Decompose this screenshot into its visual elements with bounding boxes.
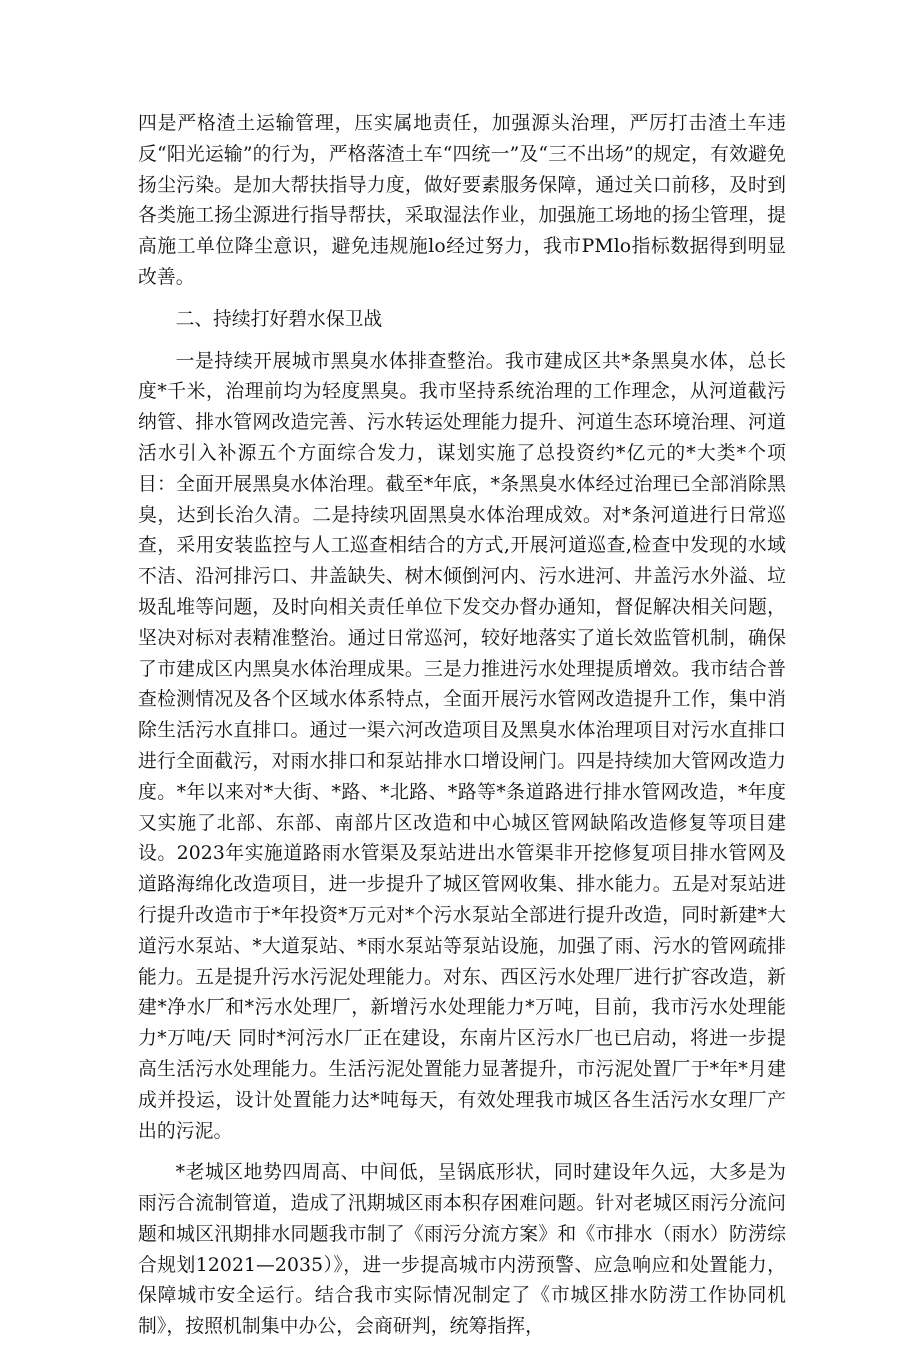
paragraph-black-odorous-water-treatment: 一是持续开展城市黑臭水体排查整治。我市建成区共*条黑臭水体，总长度*千米，治理前均为轻度黑臭。我市坚持系统治理的工作理念，从河道截污纳管、排水管网改造完善、污水转运处理能力提升、河道生态环境治理、河道活水引入补源五个方面综合发力，谋划实施了总投资约*亿元的*大类*个项目：全面开展黑臭水体治理。截至*年底，*条黑臭水体经过治理已全部消除黑臭，达到长治久清。二是持续巩固黑臭水体治理成效。对*条河道进行日常巡查，采用安装监控与人工巡查相结合的方式,开展河道巡查,检查中发现的水域不洁、沿河排污口、井盖缺失、树木倾倒河内、污水进河、井盖污水外溢、垃圾乱堆等问题，及时向相关责任单位下发交办督办通知，督促解决相关问题，坚决对标对表精准整治。通过日常巡河，较好地落实了道长效监管机制，确保了市建成区内黑臭水体治理成果。三是力推进污水处理提质增效。我市结合普查检测情况及各个区域水体系特点，全面开展污水管网改造提升工作，集中消除生活污水直排口。通过一渠六河改造项目及黑臭水体治理项目对污水直排口进行全面截污，对雨水排口和泵站排水口增设闸门。四是持续加大管网改造力度。*年以来对*大街、*路、*北路、*路等*条道路进行排水管网改造，*年度又实施了北部、东部、南部片区改造和中心城区管网缺陷改造修复等项目建设。2023年实施道路雨水管渠及泵站进出水管渠非开挖修复项目排水管网及道路海绵化改造项目，进一步提升了城区管网收集、排水能力。五是对泵站进行提升改造市于*年投资*万元对*个污水泵站全部进行提升改造，同时新建*大道污水泵站、*大道泵站、*雨水泵站等泵站设施，加强了雨、污水的管网疏排能力。五是提升污水污泥处理能力。对东、西区污水处理厂进行扩容改造，新建*净水厂和*污水处理厂，新增污水处理能力*万吨，目前，我市污水处理能力*万吨/天 同时*河污水厂正在建设，东南片区污水厂也已启动，将进一步提高生活污水处理能力。生活污泥处置能力显著提升，市污泥处置厂于*年*月建成并投运，设计处置能力达*吨每天，有效处理我市城区各生活污水女理厂产出的污泥。	[138, 350, 786, 1142]
section-heading-clear-water: 二、持续打好碧水保卫战	[175, 308, 383, 330]
paragraph-construction-waste-transport: 四是严格渣土运输管理，压实属地责任，加强源头治理，严厉打击渣土车违反“阳光运输”的行为，严格落渣土车“四统一”及“三不出场”的规定，有效避免扬尘污染。是加大帮扶指导力度，做好要素服务保障，通过关口前移，及时到各类施工扬尘源进行指导帮扶，采取湿法作业，加强施工场地的扬尘管理，提高施工单位降尘意识，避免违规施lo经过努力，我市PMlo指标数据得到明显改善。	[138, 113, 786, 288]
document-body	[138, 109, 786, 1354]
paragraph-old-city-drainage: *老城区地势四周高、中间低，呈锅底形状，同时建设年久远，大多是为雨污合流制管道，造成了汛期城区雨本积存困难问题。针对老城区雨污分流问题和城区汛期排水同题我市制了《雨污分流方案》和《市排水（雨水）防涝综合规划12021—2035）》，进一步提高城市内涝预警、应急响应和处置能力，保障城市安全运行。结合我市实际情况制定了《市城区排水防涝工作协同机制》，按照机制集中办公，会商研判，统筹指挥，	[138, 1162, 786, 1338]
